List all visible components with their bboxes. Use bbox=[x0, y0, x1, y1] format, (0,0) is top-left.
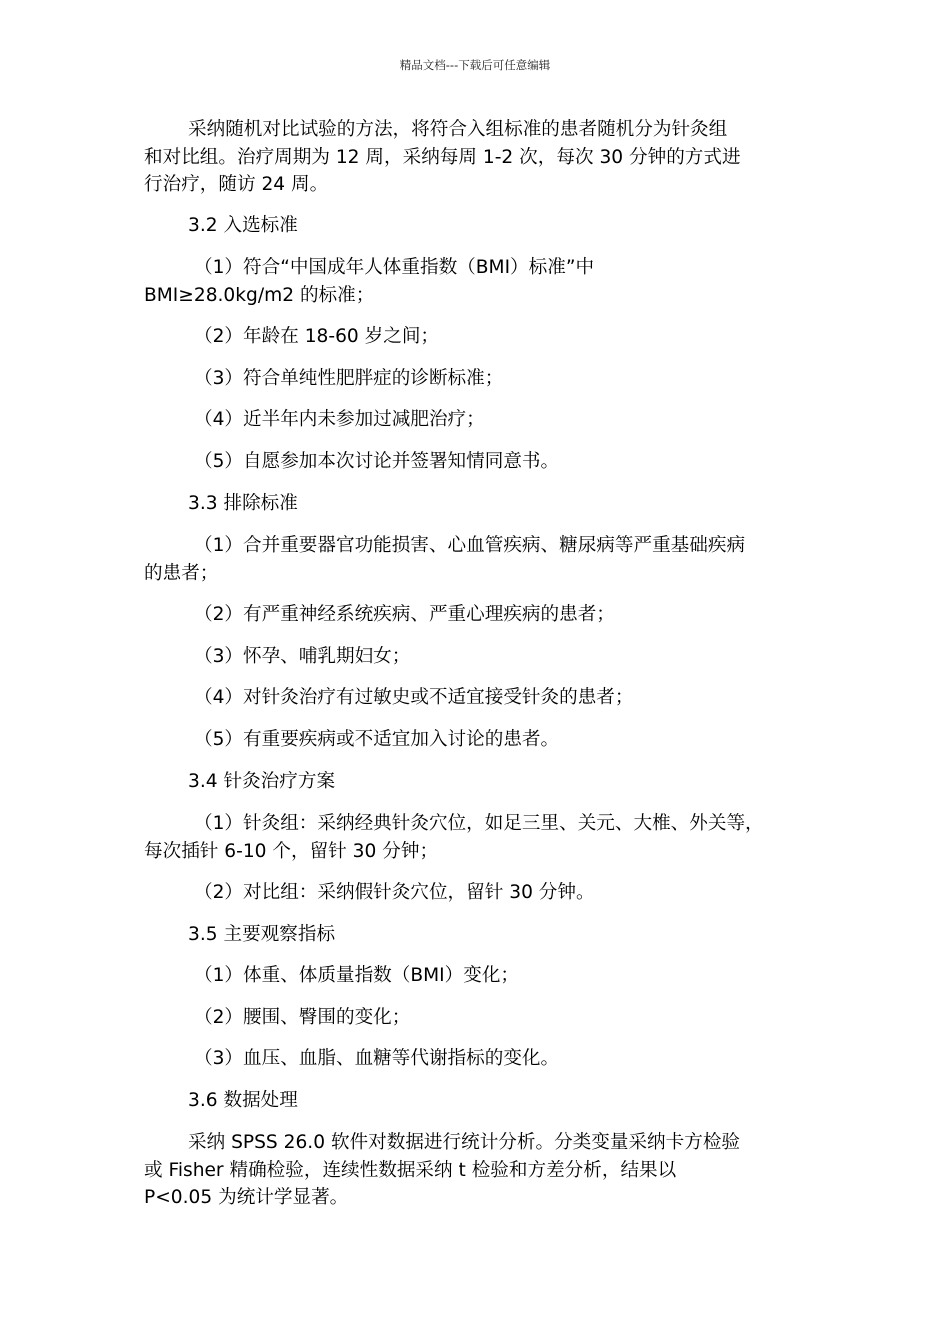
text-line: （4）对针灸治疗有过敏史或不适宜接受针灸的患者； bbox=[194, 687, 634, 708]
text-line: 和对比组。治疗周期为 12 周，采纳每周 1-2 次，每次 30 分钟的方式进 bbox=[144, 146, 741, 168]
text-line: 采纳 SPSS 26.0 软件对数据进行统计分析。分类变量采纳卡方检验 bbox=[188, 1132, 741, 1153]
text-line: （3）怀孕、哺乳期妇女； bbox=[194, 646, 411, 667]
text-line: （2）对比组：采纳假针灸穴位，留针 30 分钟。 bbox=[194, 882, 595, 903]
heading-text: 3.6 数据处理 bbox=[188, 1090, 298, 1111]
indicator-item-1 bbox=[194, 962, 519, 990]
indicator-item-2 bbox=[194, 1004, 410, 1032]
text-line: （4）近半年内未参加过减肥治疗； bbox=[194, 409, 485, 430]
section-heading-3-4 bbox=[188, 768, 335, 796]
section-heading-3-6 bbox=[188, 1087, 298, 1115]
exclusion-item-4 bbox=[194, 684, 634, 712]
exclusion-item-1 bbox=[144, 532, 745, 587]
inclusion-item-4 bbox=[194, 406, 485, 434]
inclusion-item-1 bbox=[144, 254, 594, 309]
exclusion-item-5 bbox=[194, 726, 559, 754]
text-line: 每次插针 6-10 个，留针 30 分钟； bbox=[144, 840, 439, 862]
text-line: 行治疗，随访 24 周。 bbox=[144, 174, 329, 195]
text-line: （2）有严重神经系统疾病、严重心理疾病的患者； bbox=[194, 604, 615, 625]
text-line: （3）符合单纯性肥胖症的诊断标准； bbox=[194, 368, 504, 389]
heading-text: 3.3 排除标准 bbox=[188, 493, 298, 514]
text-line: （2）腰围、臀围的变化； bbox=[194, 1007, 411, 1028]
heading-text: 3.4 针灸治疗方案 bbox=[188, 771, 336, 792]
text-line: （3）血压、血脂、血糖等代谢指标的变化。 bbox=[194, 1048, 560, 1069]
text-line: （5）有重要疾病或不适宜加入讨论的患者。 bbox=[194, 729, 560, 750]
exclusion-item-2 bbox=[194, 601, 615, 629]
page-header: 精品文档---下载后可任意编辑 bbox=[399, 58, 551, 72]
text-line: 采纳随机对比试验的方法，将符合入组标准的患者随机分为针灸组 bbox=[188, 119, 728, 140]
text-line: （5）自愿参加本次讨论并签署知情同意书。 bbox=[194, 451, 560, 472]
section-heading-3-3 bbox=[188, 490, 298, 518]
text-line: （1）针灸组：采纳经典针灸穴位，如足三里、关元、大椎、外关等， bbox=[194, 813, 764, 834]
text-line: （2）年龄在 18-60 岁之间； bbox=[194, 326, 440, 347]
section-heading-3-2 bbox=[188, 212, 298, 240]
text-line: P<0.05 为统计学显著。 bbox=[144, 1187, 349, 1208]
data-processing-paragraph bbox=[144, 1129, 740, 1212]
intro-paragraph bbox=[144, 116, 741, 199]
section-heading-3-5 bbox=[188, 921, 335, 949]
heading-text: 3.5 主要观察指标 bbox=[188, 924, 336, 945]
exclusion-item-3 bbox=[194, 643, 410, 671]
text-line: 的患者； bbox=[144, 562, 219, 584]
text-line: BMI≥28.0kg/m2 的标准； bbox=[144, 284, 375, 306]
inclusion-item-5 bbox=[194, 448, 559, 476]
indicator-item-3 bbox=[194, 1045, 559, 1073]
treatment-item-1 bbox=[144, 810, 764, 865]
heading-text: 3.2 入选标准 bbox=[188, 215, 298, 236]
text-line: （1）合并重要器官功能损害、心血管疾病、糖尿病等严重基础疾病 bbox=[194, 535, 746, 556]
text-line: （1）体重、体质量指数（BMI）变化； bbox=[194, 965, 520, 986]
inclusion-item-2 bbox=[194, 323, 439, 351]
treatment-item-2 bbox=[194, 879, 595, 907]
inclusion-item-3 bbox=[194, 365, 503, 393]
text-line: （1）符合“中国成年人体重指数（BMI）标准”中 bbox=[194, 257, 595, 278]
text-line: 或 Fisher 精确检验，连续性数据采纳 t 检验和方差分析，结果以 bbox=[144, 1159, 677, 1181]
